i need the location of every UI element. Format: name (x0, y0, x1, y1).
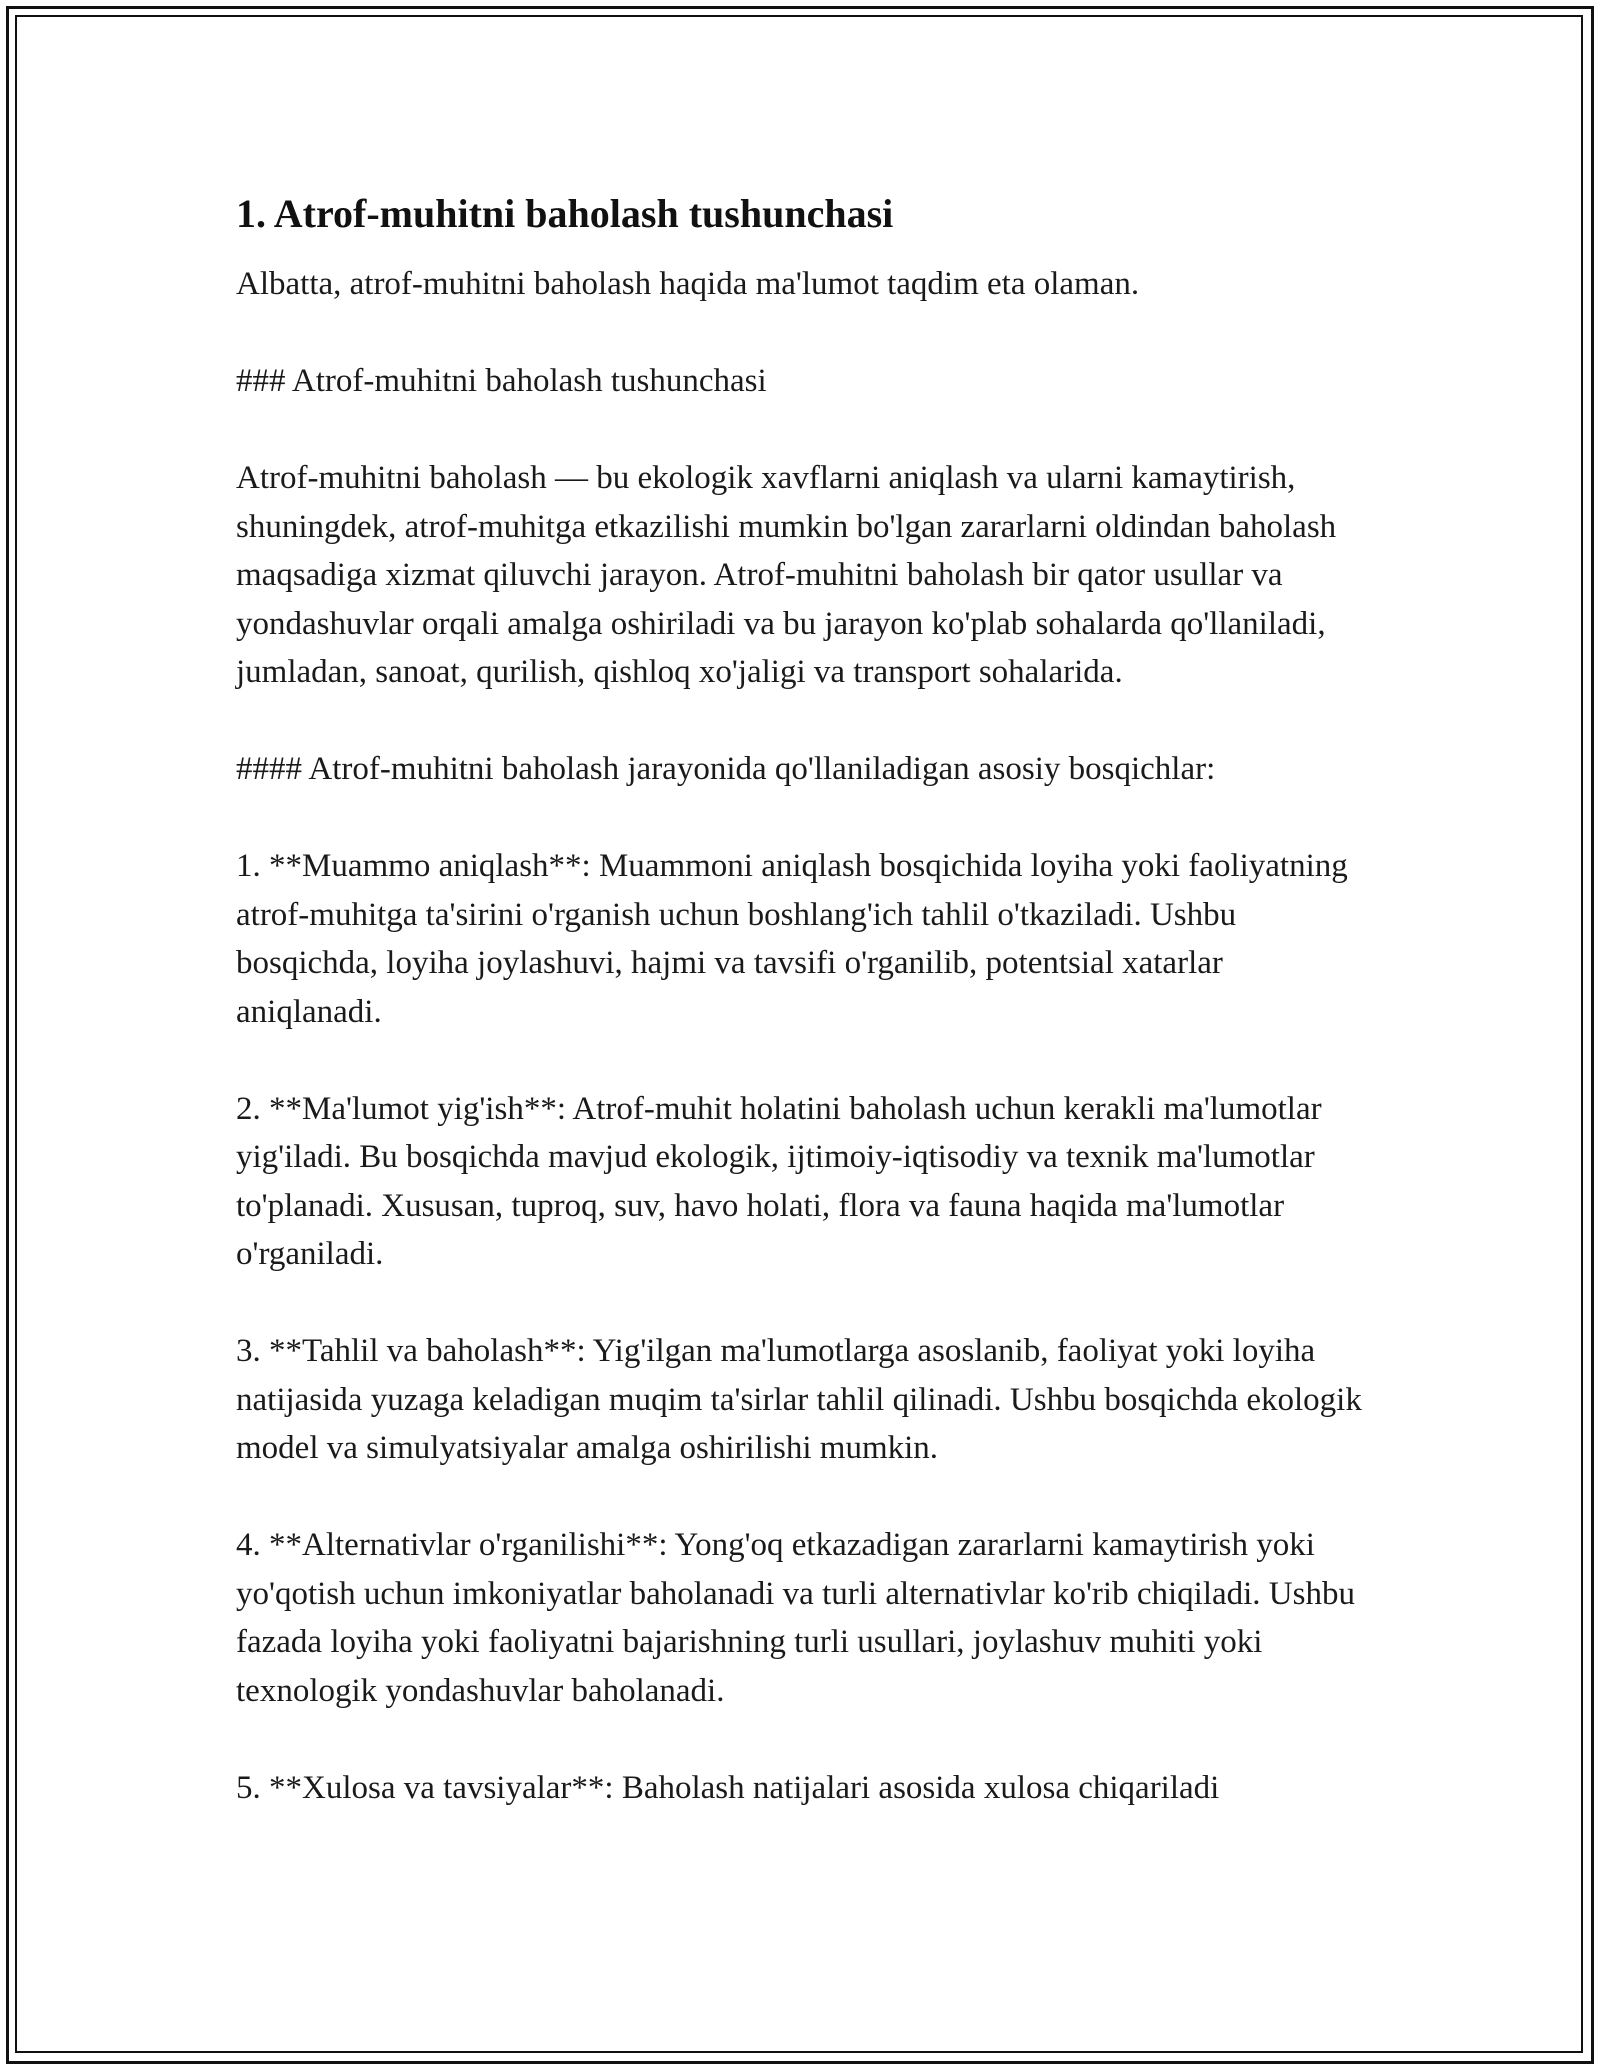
step-4-paragraph: 4. **Alternativlar o'rganilishi**: Yong'oq etkazadigan zararlarni kamaytirish yoki yo'qotish uchun imkoniyatlar baholanadi va turli alternativlar ko'rib chiqiladi. Ushbu fazada loyiha yoki faoliyatni bajarishning turli usullari, joylashuv muhiti yoki texnologik yondashuvlar baholanadi. (236, 1527, 1355, 1709)
intro-paragraph: Albatta, atrof-muhitni baholash haqida ma'lumot taqdim eta olaman. (236, 266, 1140, 302)
section-heading-4: #### Atrof-muhitni baholash jarayonida qo'llaniladigan asosiy bosqichlar: (236, 751, 1216, 787)
document-body (236, 186, 1376, 1812)
section-heading-3: ### Atrof-muhitni baholash tushunchasi (236, 363, 767, 399)
step-2-paragraph: 2. **Ma'lumot yig'ish**: Atrof-muhit holatini baholash uchun kerakli ma'lumotlar yig'iladi. Bu bosqichda mavjud ekologik, ijtimoiy-iqtisodiy va texnik ma'lumotlar to'planadi. Xususan, tuproq, suv, havo holati, flora va fauna haqida ma'lumotlar o'rganiladi. (236, 1090, 1322, 1272)
step-5-paragraph: 5. **Xulosa va tavsiyalar**: Baholash natijalari asosida xulosa chiqariladi (236, 1769, 1220, 1806)
step-3-paragraph: 3. **Tahlil va baholash**: Yig'ilgan ma'lumotlarga asoslanib, faoliyat yoki loyiha natijasida yuzaga keladigan muqim ta'sirlar tahlil qilinadi. Ushbu bosqichda ekologik model va simulyatsiyalar amalga oshirilishi mumkin. (236, 1333, 1362, 1466)
page-title: 1. Atrof-muhitni baholash tushunchasi (236, 191, 894, 236)
definition-paragraph: Atrof-muhitni baholash — bu ekologik xavflarni aniqlash va ularni kamaytirish, shuningdek, atrof-muhitga etkazilishi mumkin bo'lgan zararlarni oldindan baholash maqsadiga xizmat qiluvchi jarayon. Atrof-muhitni baholash bir qator usullar va yondashuvlar orqali amalga oshiriladi va bu jarayon ko'plab sohalarda qo'llaniladi, jumladan, sanoat, qurilish, qishloq xo'jaligi va transport sohalarida. (236, 460, 1337, 690)
step-1-paragraph: 1. **Muammo aniqlash**: Muammoni aniqlash bosqichida loyiha yoki faoliyatning atrof-muhitga ta'sirini o'rganish uchun boshlang'ich tahlil o'tkaziladi. Ushbu bosqichda, loyiha joylashuvi, hajmi va tavsifi o'rganilib, potentsial xatarlar aniqlanadi. (236, 848, 1348, 1030)
